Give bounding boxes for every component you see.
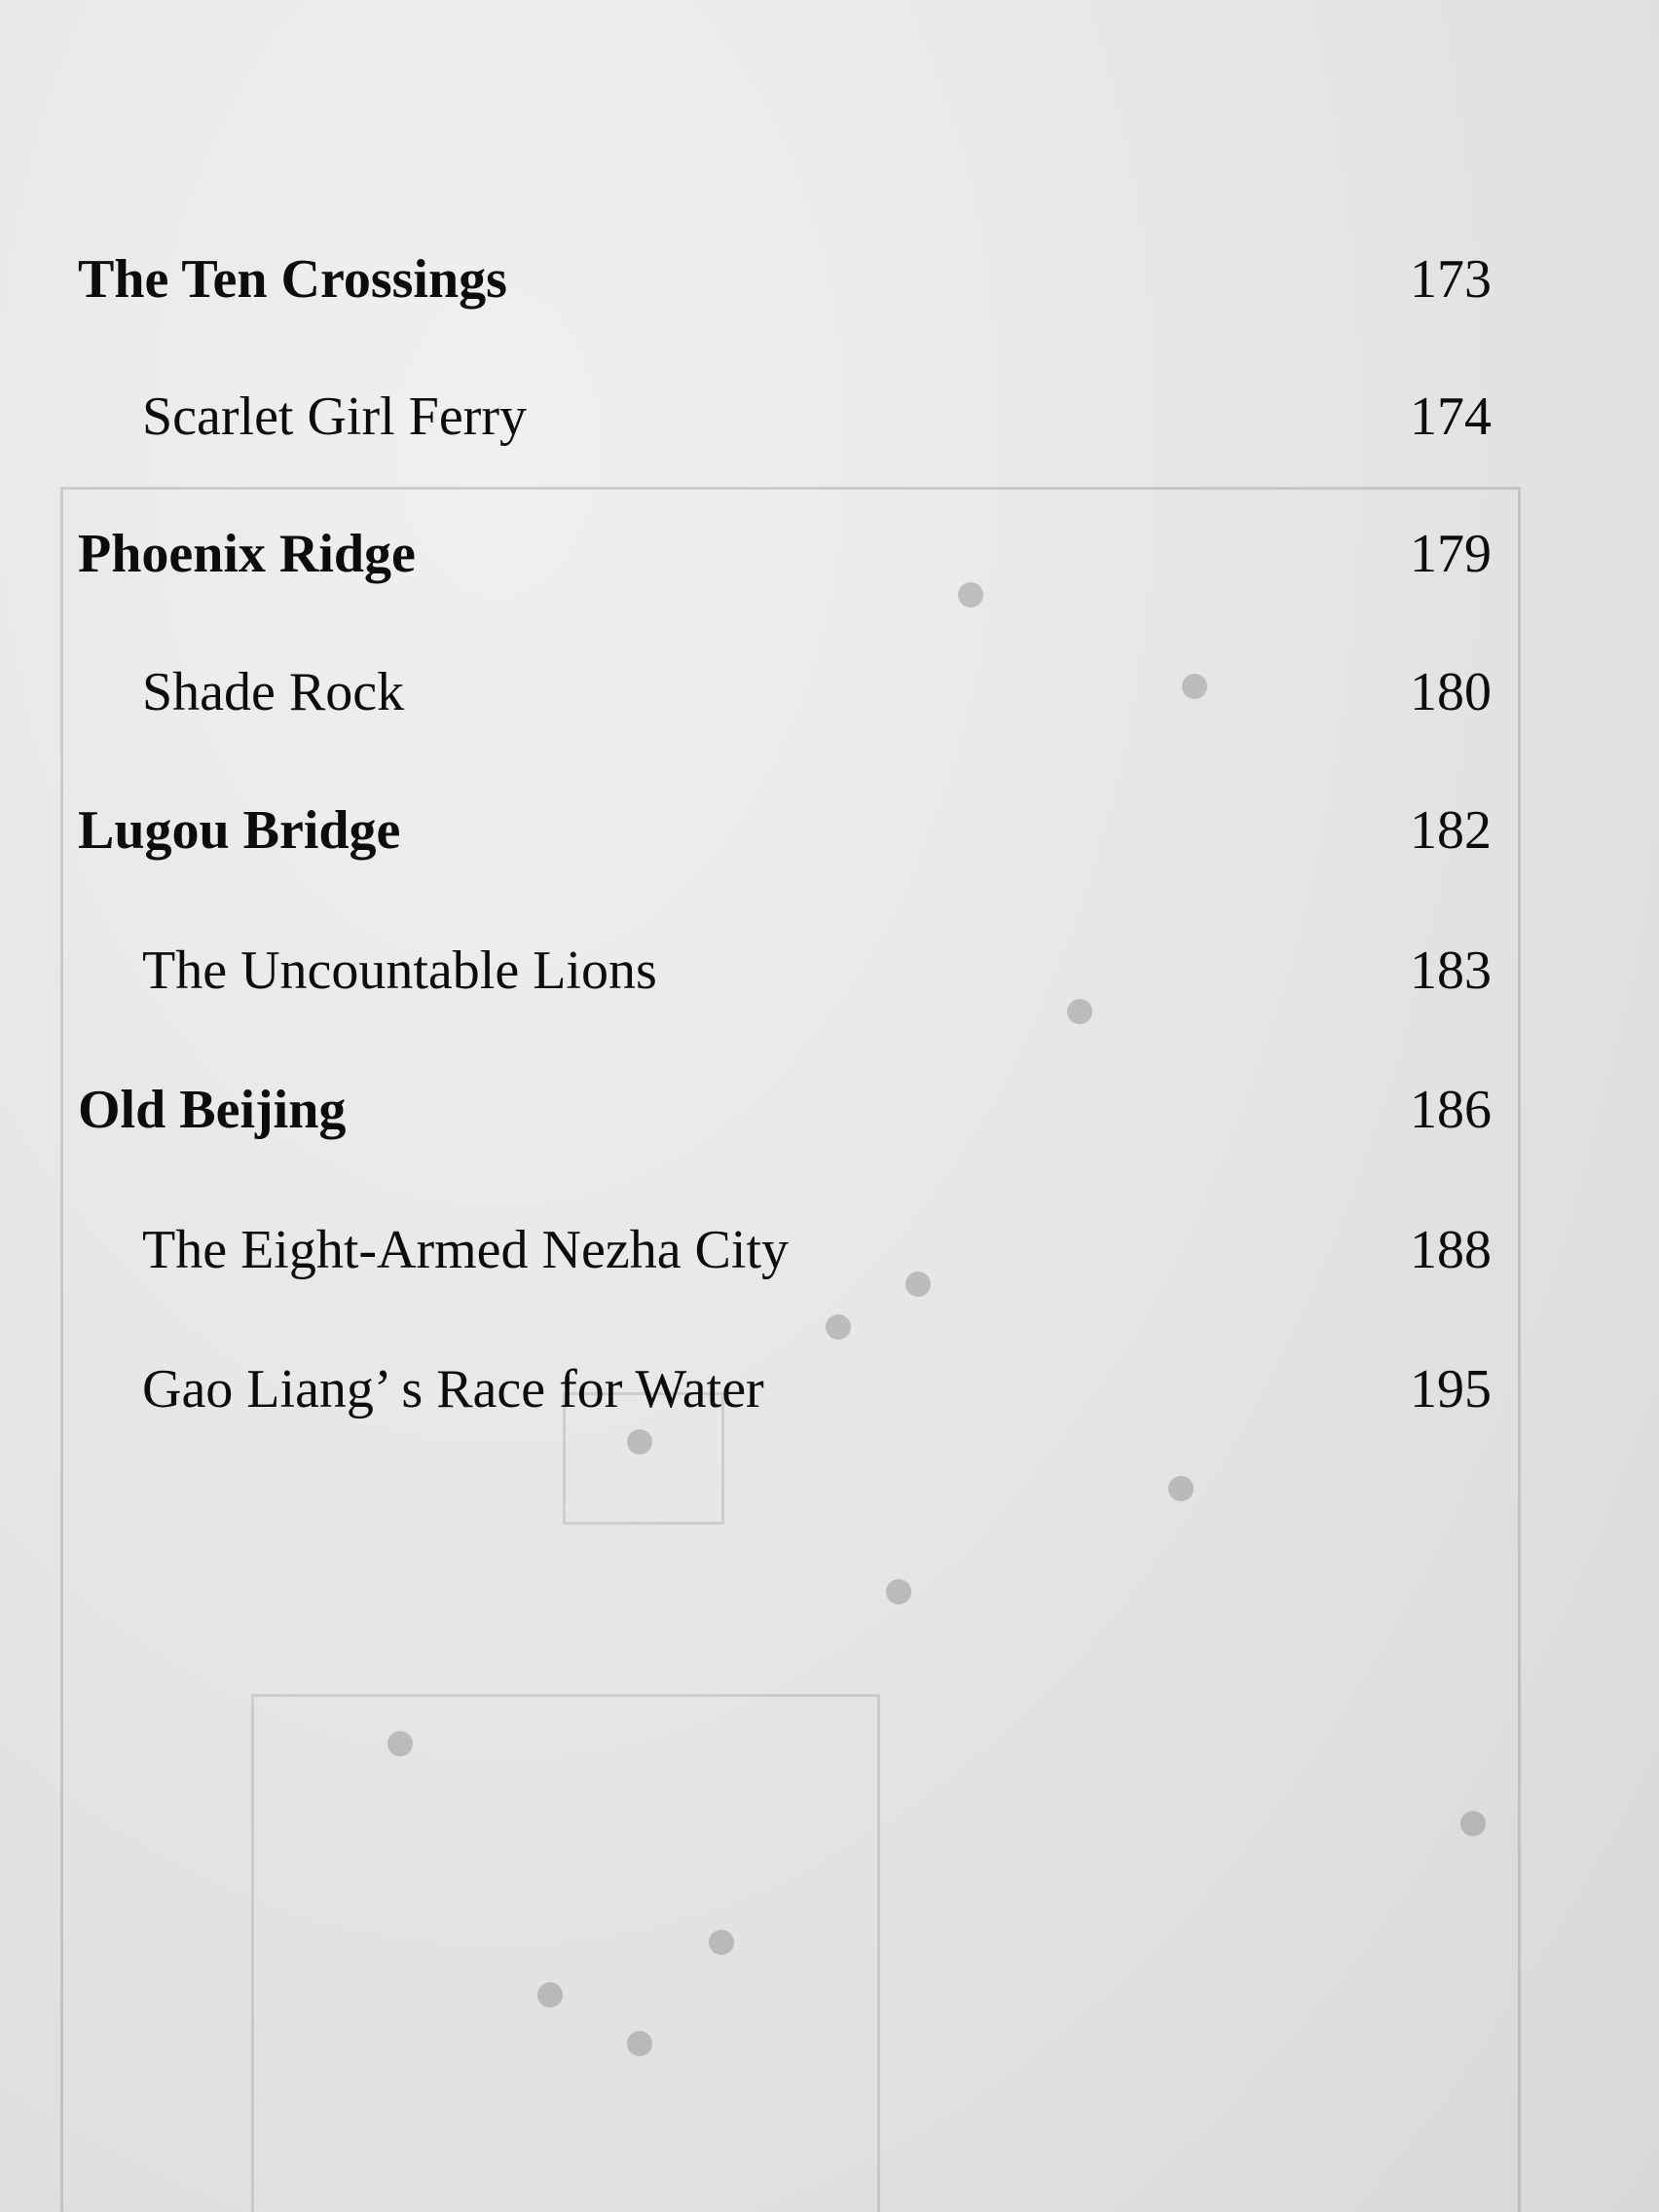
toc-entry-page: 180: [1410, 662, 1492, 722]
show-through-map-inner-wall: [251, 1694, 880, 2212]
toc-entry-title: Phoenix Ridge: [78, 524, 416, 584]
show-through-map-dot: [627, 2031, 652, 2056]
show-through-map-dot: [387, 1731, 413, 1756]
toc-entry-title: The Eight-Armed Nezha City: [142, 1220, 790, 1280]
toc-entry-page: 174: [1410, 387, 1492, 447]
toc-entry-title: Gao Liang’ s Race for Water: [142, 1359, 764, 1419]
toc-entry-title: The Uncountable Lions: [142, 940, 657, 1001]
toc-entry: [0, 373, 1659, 461]
show-through-map-dot: [826, 1314, 851, 1340]
show-through-map-dot: [886, 1579, 911, 1604]
toc-entry-title: Old Beijing: [78, 1080, 347, 1140]
toc-entry-page: 179: [1410, 524, 1492, 584]
toc-entry-page: 183: [1410, 940, 1492, 1001]
toc-entry: [0, 927, 1659, 1014]
toc-entry-page: 173: [1410, 249, 1492, 310]
toc-entry-title: The Ten Crossings: [78, 249, 507, 310]
toc-entry-page: 182: [1410, 800, 1492, 861]
toc-entry: [0, 1346, 1659, 1433]
toc-entry-title: Scarlet Girl Ferry: [142, 387, 527, 447]
show-through-map-dot: [1168, 1476, 1194, 1501]
toc-entry: [0, 510, 1659, 598]
toc-entry: [0, 236, 1659, 323]
toc-entry: [0, 1206, 1659, 1294]
toc-entry-title: Shade Rock: [142, 662, 405, 722]
toc-entry: [0, 1066, 1659, 1154]
show-through-map-dot: [1460, 1811, 1486, 1836]
toc-entry: [0, 648, 1659, 736]
toc-entry-page: 188: [1410, 1220, 1492, 1280]
toc-entry: [0, 787, 1659, 874]
show-through-map-dot: [537, 1982, 563, 2008]
toc-entry-page: 186: [1410, 1080, 1492, 1140]
show-through-map-dot: [709, 1930, 734, 1955]
toc-entry-page: 195: [1410, 1359, 1492, 1419]
toc-entry-title: Lugou Bridge: [78, 800, 401, 861]
